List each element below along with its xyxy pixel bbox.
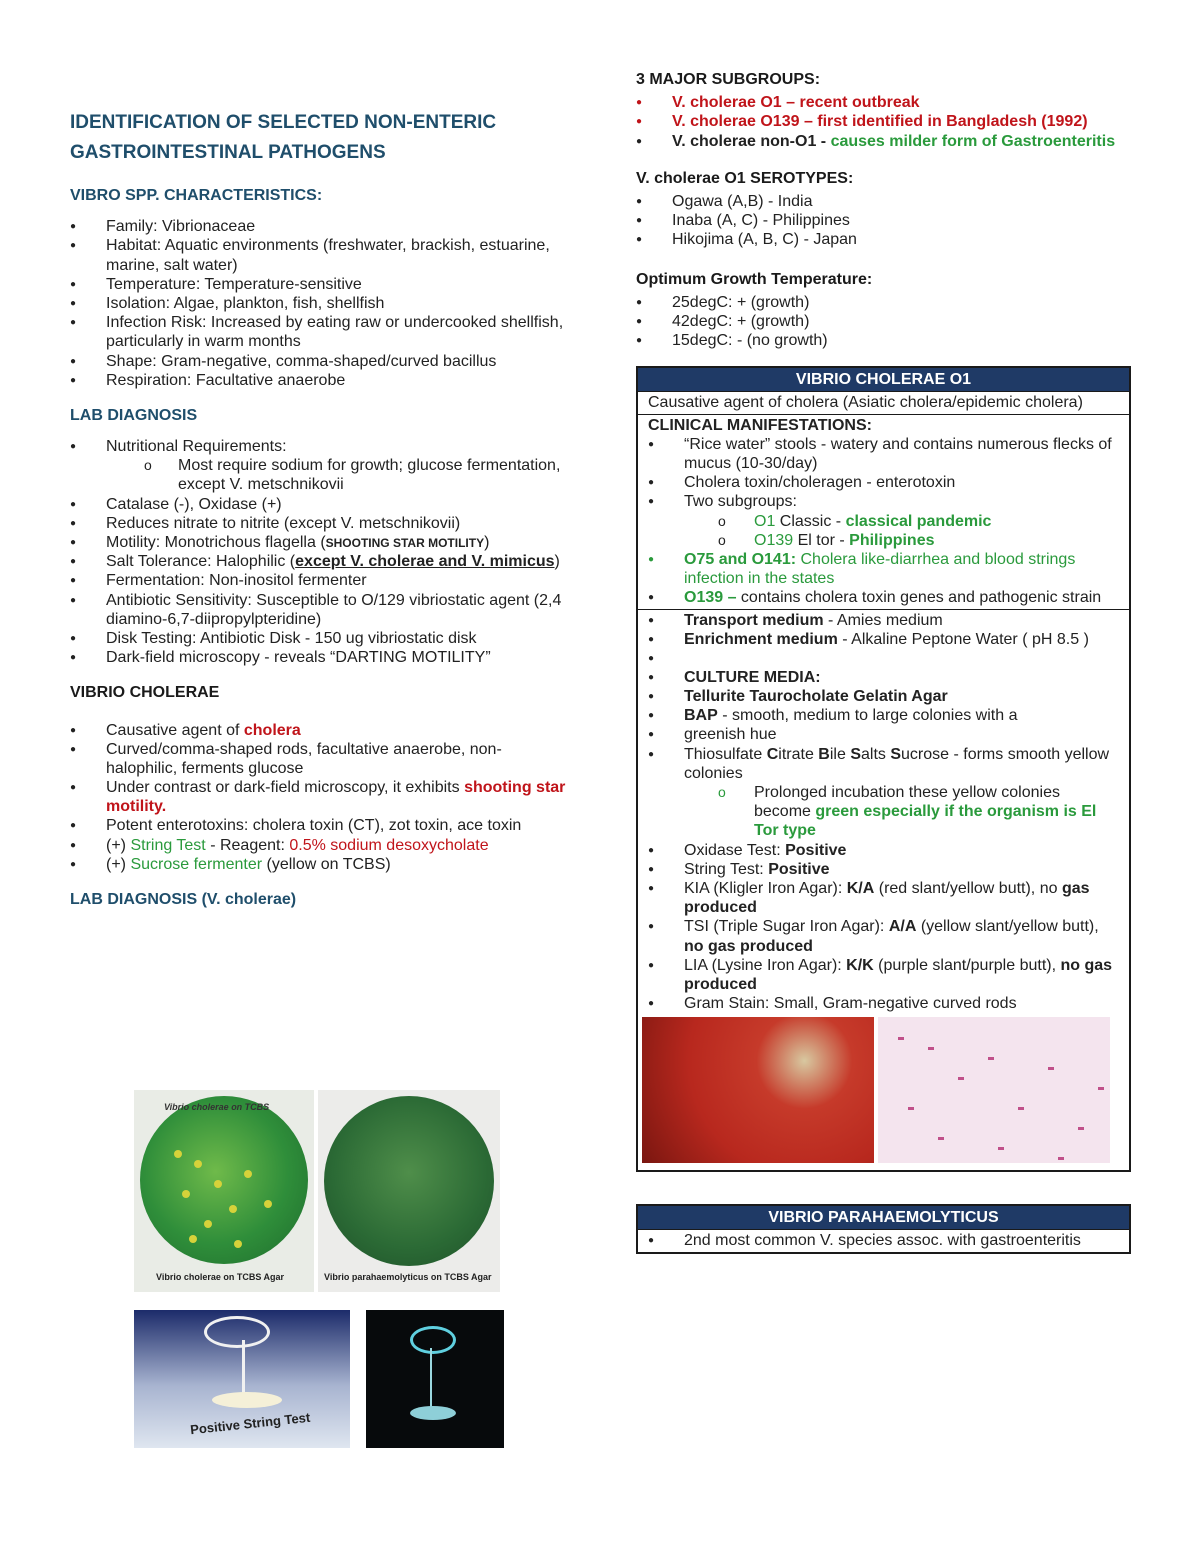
list-item: ● Habitat: Aquatic environments (freshwater, brackish, estuarine, marine, salt water): [70, 236, 570, 274]
string-test-dark-image: [366, 1310, 504, 1448]
list-item: ● greenish hue: [648, 725, 1119, 744]
list-item: ● 42degC: + (growth): [636, 312, 1131, 331]
list-item: ● “Rice water” stools - watery and contains numerous flecks of mucus (10-30/day): [648, 435, 1119, 473]
image-caption: Positive String Test: [189, 1409, 311, 1438]
media-list: [648, 611, 1119, 1014]
list-item: ● Reduces nitrate to nitrite (except V. metschnikovii): [70, 514, 570, 533]
left-column: [70, 108, 570, 921]
list-item: ● BAP - smooth, medium to large colonies with a: [648, 706, 1119, 725]
growth-heading: Optimum Growth Temperature:: [636, 270, 873, 288]
subgroups-heading: 3 MAJOR SUBGROUPS:: [636, 71, 821, 88]
list-item: ● Under contrast or dark-field microscopy, it exhibits shooting star motility.: [70, 778, 570, 816]
list-item: ● Antibiotic Sensitivity: Susceptible to O/129 vibriostatic agent (2,4 diamino-6,7-diipropylpteridine): [70, 591, 570, 629]
positive-string-test-image: [134, 1310, 350, 1448]
list-item: ● 25degC: + (growth): [636, 293, 1131, 312]
list-subitem: o Prolonged incubation these yellow colonies become green especially if the organism is El Tor type: [648, 783, 1119, 841]
list-item: ● 2nd most common V. species assoc. with gastroenteritis: [648, 1231, 1119, 1250]
vibrio-cholerae-heading: VIBRIO CHOLERAE: [70, 684, 220, 702]
blood-agar-image: [642, 1017, 874, 1163]
table-header: VIBRIO PARAHAEMOLYTICUS: [637, 1205, 1130, 1230]
table-cell: [637, 609, 1130, 1171]
characteristics-heading: VIBRO SPP. CHARACTERISTICS:: [70, 187, 323, 204]
list-item: ● Disk Testing: Antibiotic Disk - 150 ug vibriostatic disk: [70, 629, 570, 648]
list-item: ● Infection Risk: Increased by eating raw or undercooked shellfish, particularly in warm months: [70, 313, 570, 351]
list-item: ● V. cholerae non-O1 - causes milder form of Gastroenteritis: [636, 132, 1131, 151]
right-column: [636, 70, 1131, 1254]
list-item: ● Salt Tolerance: Halophilic (except V. cholerae and V. mimicus): [70, 552, 570, 571]
image-caption: Vibrio cholerae on TCBS Agar: [156, 1272, 285, 1282]
tcbs-vibrio-cholerae-image: [134, 1090, 314, 1292]
list-item: ● V. cholerae O1 – recent outbreak: [636, 93, 1131, 112]
table-header: VIBRIO CHOLERAE O1: [637, 367, 1130, 392]
list-item: ● TSI (Triple Sugar Iron Agar): A/A (yellow slant/yellow butt), no gas produced: [648, 917, 1119, 955]
clinical-heading: CLINICAL MANIFESTATIONS:: [648, 416, 872, 434]
list-item: ● Oxidase Test: Positive: [648, 841, 1119, 860]
list-item: ● Temperature: Temperature-sensitive: [70, 275, 570, 294]
gram-stain-image: [878, 1017, 1110, 1163]
lab-diagnosis-heading: LAB DIAGNOSIS: [70, 406, 198, 424]
list-item: ● Curved/comma-shaped rods, facultative anaerobe, non-halophilic, ferments glucose: [70, 740, 570, 778]
list-item: ● Gram Stain: Small, Gram-negative curved rods: [648, 994, 1119, 1013]
list-item: ● Tellurite Taurocholate Gelatin Agar: [648, 687, 1119, 706]
table-cell: [637, 1230, 1130, 1253]
list-item: ● Motility: Monotrichous flagella (SHOOTING STAR MOTILITY): [70, 533, 570, 552]
list-item: ● (+) Sucrose fermenter (yellow on TCBS): [70, 855, 570, 874]
list-item: ● V. cholerae O139 – first identified in Bangladesh (1992): [636, 112, 1131, 131]
growth-list: [636, 293, 1131, 351]
list-item: ● LIA (Lysine Iron Agar): K/K (purple slant/purple butt), no gas produced: [648, 956, 1119, 994]
list-subitem: o O139 El tor - Philippines: [648, 531, 1119, 550]
list-item: ● O139 – contains cholera toxin genes and pathogenic strain: [648, 588, 1119, 607]
list-item: ● KIA (Kligler Iron Agar): K/A (red slant/yellow butt), no gas produced: [648, 879, 1119, 917]
list-item-empty: [648, 649, 1119, 668]
list-item: ● Hikojima (A, B, C) - Japan: [636, 230, 1131, 249]
subgroups-list: [636, 93, 1131, 151]
list-item: ● Causative agent of cholera: [70, 721, 570, 740]
list-item: ● Family: Vibrionaceae: [70, 217, 570, 236]
serotypes-list: [636, 192, 1131, 250]
list-item: ● CULTURE MEDIA:: [648, 668, 1119, 687]
lab-diagnosis-vc-heading: LAB DIAGNOSIS (V. cholerae): [70, 891, 297, 908]
list-item: ● Respiration: Facultative anaerobe: [70, 371, 570, 390]
list-item: ● Enrichment medium - Alkaline Peptone Water ( pH 8.5 ): [648, 630, 1119, 649]
list-item: ● String Test: Positive: [648, 860, 1119, 879]
characteristics-list: [70, 217, 570, 390]
table-images: [642, 1017, 1119, 1165]
list-item: ● Nutritional Requirements:: [70, 437, 570, 456]
list-item: ● Thiosulfate Citrate Bile Salts Sucrose - forms smooth yellow colonies: [648, 745, 1119, 783]
serotypes-heading: V. cholerae O1 SEROTYPES:: [636, 169, 854, 187]
image-label: Vibrio cholerae on TCBS: [164, 1102, 270, 1112]
list-subitem: o O1 Classic - classical pandemic: [648, 512, 1119, 531]
lab-diagnosis-list: [70, 437, 570, 667]
list-item: ● Potent enterotoxins: cholera toxin (CT), zot toxin, ace toxin: [70, 816, 570, 835]
list-item: ● Transport medium - Amies medium: [648, 611, 1119, 630]
list-item: ● Isolation: Algae, plankton, fish, shellfish: [70, 294, 570, 313]
list-item: ● Shape: Gram-negative, comma-shaped/curved bacillus: [70, 352, 570, 371]
table-cell: Causative agent of cholera (Asiatic cholera/epidemic cholera): [637, 392, 1130, 414]
list-item: ● O75 and O141: Cholera like-diarrhea and blood strings infection in the states: [648, 550, 1119, 588]
vibrio-cholerae-o1-table: [636, 366, 1131, 1172]
list-item: ● Cholera toxin/choleragen - enterotoxin: [648, 473, 1119, 492]
list-item: ● Fermentation: Non-inositol fermenter: [70, 571, 570, 590]
table-cell: [637, 414, 1130, 609]
list-item: ● Ogawa (A,B) - India: [636, 192, 1131, 211]
tcbs-parahaemolyticus-image: [318, 1090, 500, 1292]
list-item: ● (+) String Test - Reagent: 0.5% sodium desoxycholate: [70, 836, 570, 855]
list-item: ● 15degC: - (no growth): [636, 331, 1131, 350]
clinical-list: [648, 435, 1119, 608]
list-item: ● Dark-field microscopy - reveals “DARTING MOTILITY”: [70, 648, 570, 667]
list-item: ● Catalase (-), Oxidase (+): [70, 495, 570, 514]
page-title: IDENTIFICATION OF SELECTED NON-ENTERIC GASTROINTESTINAL PATHOGENS: [70, 112, 497, 163]
list-item: ● Inaba (A, C) - Philippines: [636, 211, 1131, 230]
vibrio-parahaemolyticus-table: [636, 1204, 1131, 1253]
list-subitem: o Most require sodium for growth; glucose fermentation, except V. metschnikovii: [70, 456, 570, 494]
vibrio-cholerae-list: [70, 721, 570, 875]
image-caption: Vibrio parahaemolyticus on TCBS Agar: [324, 1272, 492, 1282]
list-item: ● Two subgroups:: [648, 492, 1119, 511]
